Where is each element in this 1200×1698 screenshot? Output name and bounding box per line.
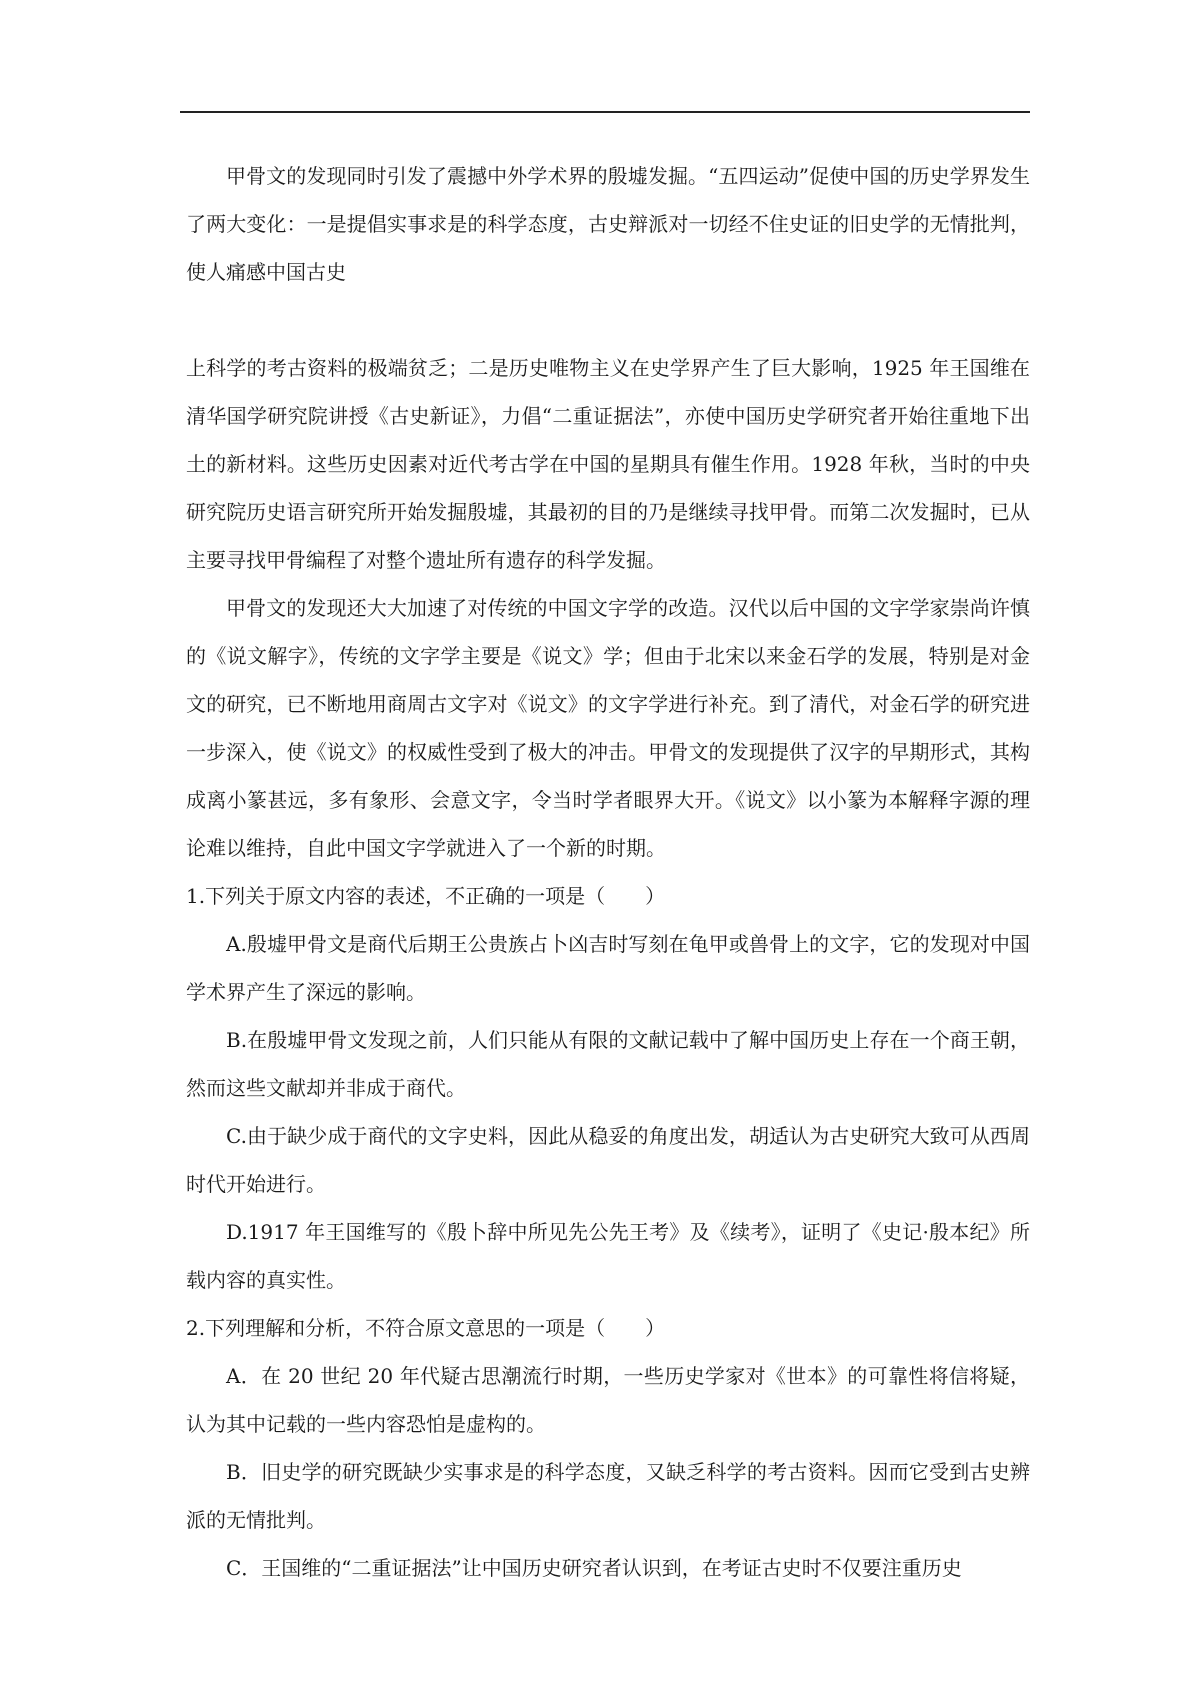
question-2-option-c: C．王国维的“二重证据法”让中国历史研究者认识到，在考证古史时不仅要注重历史	[226, 1556, 962, 1580]
header-rule	[180, 111, 1030, 113]
question-1-stem: 1.下列关于原文内容的表述，不正确的一项是（ ）	[186, 884, 666, 908]
question-1-option-c: C.由于缺少成于商代的文字史料，因此从稳妥的角度出发，胡适认为古史研究大致可从西周时代开始进行。	[186, 1124, 1030, 1196]
question-1-option-b: B.在殷墟甲骨文发现之前，人们只能从有限的文献记载中了解中国历史上存在一个商王朝，然而这些文献却并非成于商代。	[186, 1028, 1030, 1100]
question-1-option-a: A.殷墟甲骨文是商代后期王公贵族占卜凶吉时写刻在龟甲或兽骨上的文字，它的发现对中国学术界产生了深远的影响。	[186, 932, 1030, 1004]
paragraph-1: 甲骨文的发现同时引发了震撼中外学术界的殷墟发掘。“五四运动”促使中国的历史学界发生了两大变化：一是提倡实事求是的科学态度，古史辩派对一切经不住史证的旧史学的无情批判，使人痛感中国古史	[186, 164, 1030, 284]
question-2-option-b: B．旧史学的研究既缺少实事求是的科学态度，又缺乏科学的考古资料。因而它受到古史辨派的无情批判。	[186, 1460, 1030, 1532]
paragraph-3: 甲骨文的发现还大大加速了对传统的中国文字学的改造。汉代以后中国的文字学家崇尚许慎的《说文解字》，传统的文字学主要是《说文》学；但由于北宋以来金石学的发展，特别是对金文的研究，已不断地用商周古文字对《说文》的文字学进行补充。到了清代，对金石学的研究进一步深入，使《说文》的权威性受到了极大的冲击。甲骨文的发现提供了汉字的早期形式，其构成离小篆甚远，多有象形、会意文字，令当时学者眼界大开。《说文》以小篆为本解释字源的理论难以维持，自此中国文字学就进入了一个新的时期。	[186, 596, 1030, 860]
question-2-option-a: A．在 20 世纪 20 年代疑古思潮流行时期，一些历史学家对《世本》的可靠性将信将疑，认为其中记载的一些内容恐怕是虚构的。	[186, 1364, 1030, 1436]
paragraph-2: 上科学的考古资料的极端贫乏；二是历史唯物主义在史学界产生了巨大影响，1925 年王国维在清华国学研究院讲授《古史新证》，力倡“二重证据法”，亦使中国历史学研究者开始往重地下出土的新材料。这些历史因素对近代考古学在中国的星期具有催生作用。1928 年秋，当时的中央研究院历史语言研究所开始发掘殷墟，其最初的目的乃是继续寻找甲骨。而第二次发掘时，已从主要寻找甲骨编程了对整个遗址所有遗存的科学发掘。	[186, 356, 1030, 572]
page-gap	[186, 296, 1030, 344]
document-body	[186, 152, 1030, 1592]
question-2-stem: 2.下列理解和分析，不符合原文意思的一项是（ ）	[186, 1316, 666, 1340]
question-1-option-d: D.1917 年王国维写的《殷卜辞中所见先公先王考》及《续考》，证明了《史记·殷本纪》所载内容的真实性。	[186, 1220, 1030, 1292]
